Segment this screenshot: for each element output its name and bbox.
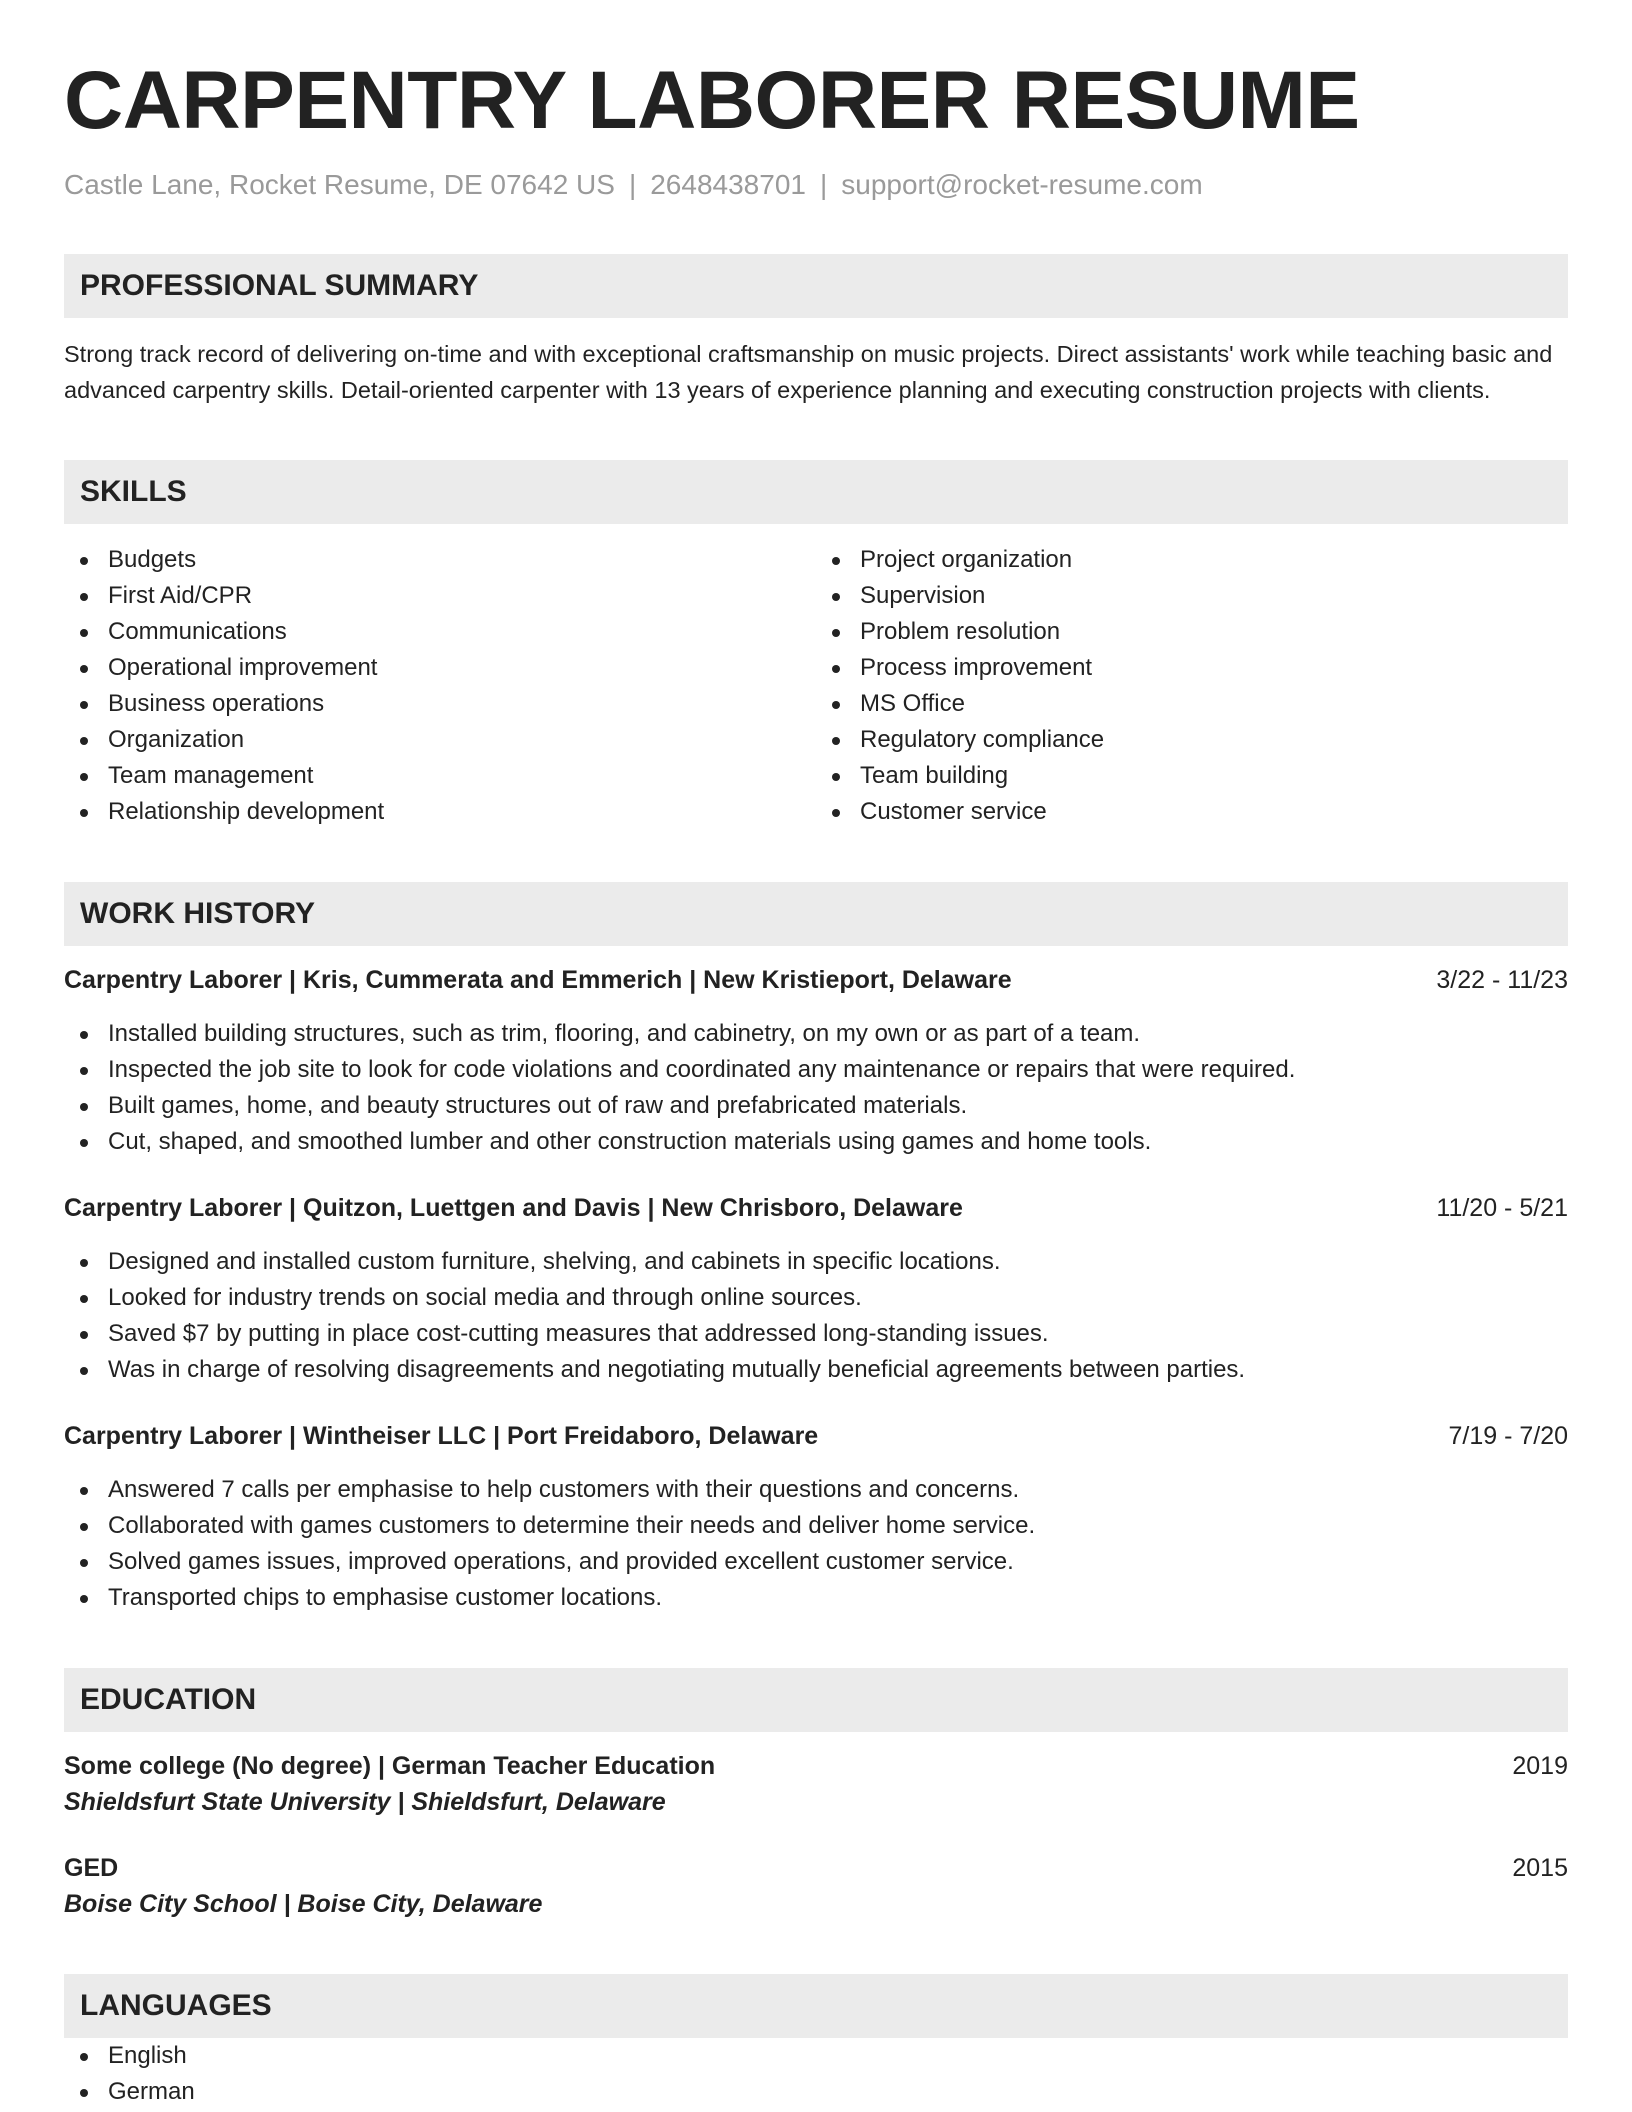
education-entry <box>64 1748 1568 1820</box>
skill-item: Customer service <box>816 794 1568 830</box>
skill-item: Budgets <box>64 542 816 578</box>
work-entry-header <box>64 962 1568 998</box>
job-duty-item: Built games, home, and beauty structures out of raw and prefabricated materials. <box>64 1088 1568 1124</box>
job-duty-item: Solved games issues, improved operations, and provided excellent customer service. <box>64 1544 1568 1580</box>
job-duty-item: Collaborated with games customers to determine their needs and deliver home service. <box>64 1508 1568 1544</box>
skill-item: Problem resolution <box>816 614 1568 650</box>
skills-list <box>64 542 1568 830</box>
languages-list <box>64 2038 1568 2110</box>
skill-item: Project organization <box>816 542 1568 578</box>
skills-column-right <box>816 542 1568 830</box>
skill-item: Team building <box>816 758 1568 794</box>
skill-item: Communications <box>64 614 816 650</box>
work-entry-header <box>64 1418 1568 1454</box>
education-year: 2019 <box>1512 1751 1568 1780</box>
job-title: Carpentry Laborer | Kris, Cummerata and Emmerich | New Kristieport, Delaware <box>64 965 1012 994</box>
job-duty-item: Transported chips to emphasise customer locations. <box>64 1580 1568 1616</box>
contact-address: Castle Lane, Rocket Resume, DE 07642 US <box>64 169 615 201</box>
section-heading-work: WORK HISTORY <box>64 882 1568 946</box>
skill-item: Supervision <box>816 578 1568 614</box>
contact-email: support@rocket-resume.com <box>841 169 1203 201</box>
education-degree: Some college (No degree) | German Teacher Education <box>64 1751 716 1780</box>
contact-separator: | <box>628 169 637 201</box>
education-school: Shieldsfurt State University | Shieldsfurt, Delaware <box>64 1787 666 1816</box>
skill-item: Team management <box>64 758 816 794</box>
job-duty-item: Looked for industry trends on social media and through online sources. <box>64 1280 1568 1316</box>
education-year: 2015 <box>1512 1853 1568 1882</box>
skill-item: Business operations <box>64 686 816 722</box>
skill-item: First Aid/CPR <box>64 578 816 614</box>
education-degree: GED <box>64 1853 119 1882</box>
job-duty-item: Installed building structures, such as trim, flooring, and cabinetry, on my own or as part of a team. <box>64 1016 1568 1052</box>
education-entry-header <box>64 1850 1568 1886</box>
language-item: English <box>64 2038 1568 2074</box>
summary-text: Strong track record of delivering on-time and with exceptional craftsmanship on music projects. Direct assistants' work while teaching basic and advanced carpentry skills. Detail-oriented carpenter with 13 years of experience planning and executing construction projects with clients. <box>64 340 1553 403</box>
work-entry <box>64 962 1568 1160</box>
job-duty-item: Designed and installed custom furniture, shelving, and cabinets in specific locations. <box>64 1244 1568 1280</box>
job-dates: 3/22 - 11/23 <box>1436 965 1568 994</box>
education-school: Boise City School | Boise City, Delaware <box>64 1889 543 1918</box>
section-heading-languages: LANGUAGES <box>64 1974 1568 2038</box>
skill-item: Process improvement <box>816 650 1568 686</box>
education-entry <box>64 1850 1568 1922</box>
job-duties <box>64 1016 1568 1160</box>
job-dates: 7/19 - 7/20 <box>1448 1421 1568 1450</box>
language-item: German <box>64 2074 1568 2110</box>
contact-line <box>64 168 1568 202</box>
skill-item: Relationship development <box>64 794 816 830</box>
job-duties <box>64 1472 1568 1616</box>
resume-title: CARPENTRY LABORER RESUME <box>64 55 1360 146</box>
education-entry-header <box>64 1748 1568 1784</box>
job-duty-item: Was in charge of resolving disagreements and negotiating mutually beneficial agreements between parties. <box>64 1352 1568 1388</box>
contact-separator: | <box>819 169 828 201</box>
skill-item: MS Office <box>816 686 1568 722</box>
section-heading-education: EDUCATION <box>64 1668 1568 1732</box>
job-duty-item: Answered 7 calls per emphasise to help customers with their questions and concerns. <box>64 1472 1568 1508</box>
skill-item: Regulatory compliance <box>816 722 1568 758</box>
skill-item: Organization <box>64 722 816 758</box>
work-entry <box>64 1418 1568 1616</box>
job-duty-item: Cut, shaped, and smoothed lumber and other construction materials using games and home tools. <box>64 1124 1568 1160</box>
job-duty-item: Saved $7 by putting in place cost-cutting measures that addressed long-standing issues. <box>64 1316 1568 1352</box>
section-heading-skills: SKILLS <box>64 460 1568 524</box>
contact-phone: 2648438701 <box>650 169 806 201</box>
skill-item: Operational improvement <box>64 650 816 686</box>
work-entry-header <box>64 1190 1568 1226</box>
job-dates: 11/20 - 5/21 <box>1436 1193 1568 1222</box>
section-heading-summary: PROFESSIONAL SUMMARY <box>64 254 1568 318</box>
job-title: Carpentry Laborer | Wintheiser LLC | Port Freidaboro, Delaware <box>64 1421 819 1450</box>
work-entry <box>64 1190 1568 1388</box>
job-title: Carpentry Laborer | Quitzon, Luettgen and Davis | New Chrisboro, Delaware <box>64 1193 963 1222</box>
job-duties <box>64 1244 1568 1388</box>
job-duty-item: Inspected the job site to look for code violations and coordinated any maintenance or repairs that were required. <box>64 1052 1568 1088</box>
skills-column-left <box>64 542 816 830</box>
